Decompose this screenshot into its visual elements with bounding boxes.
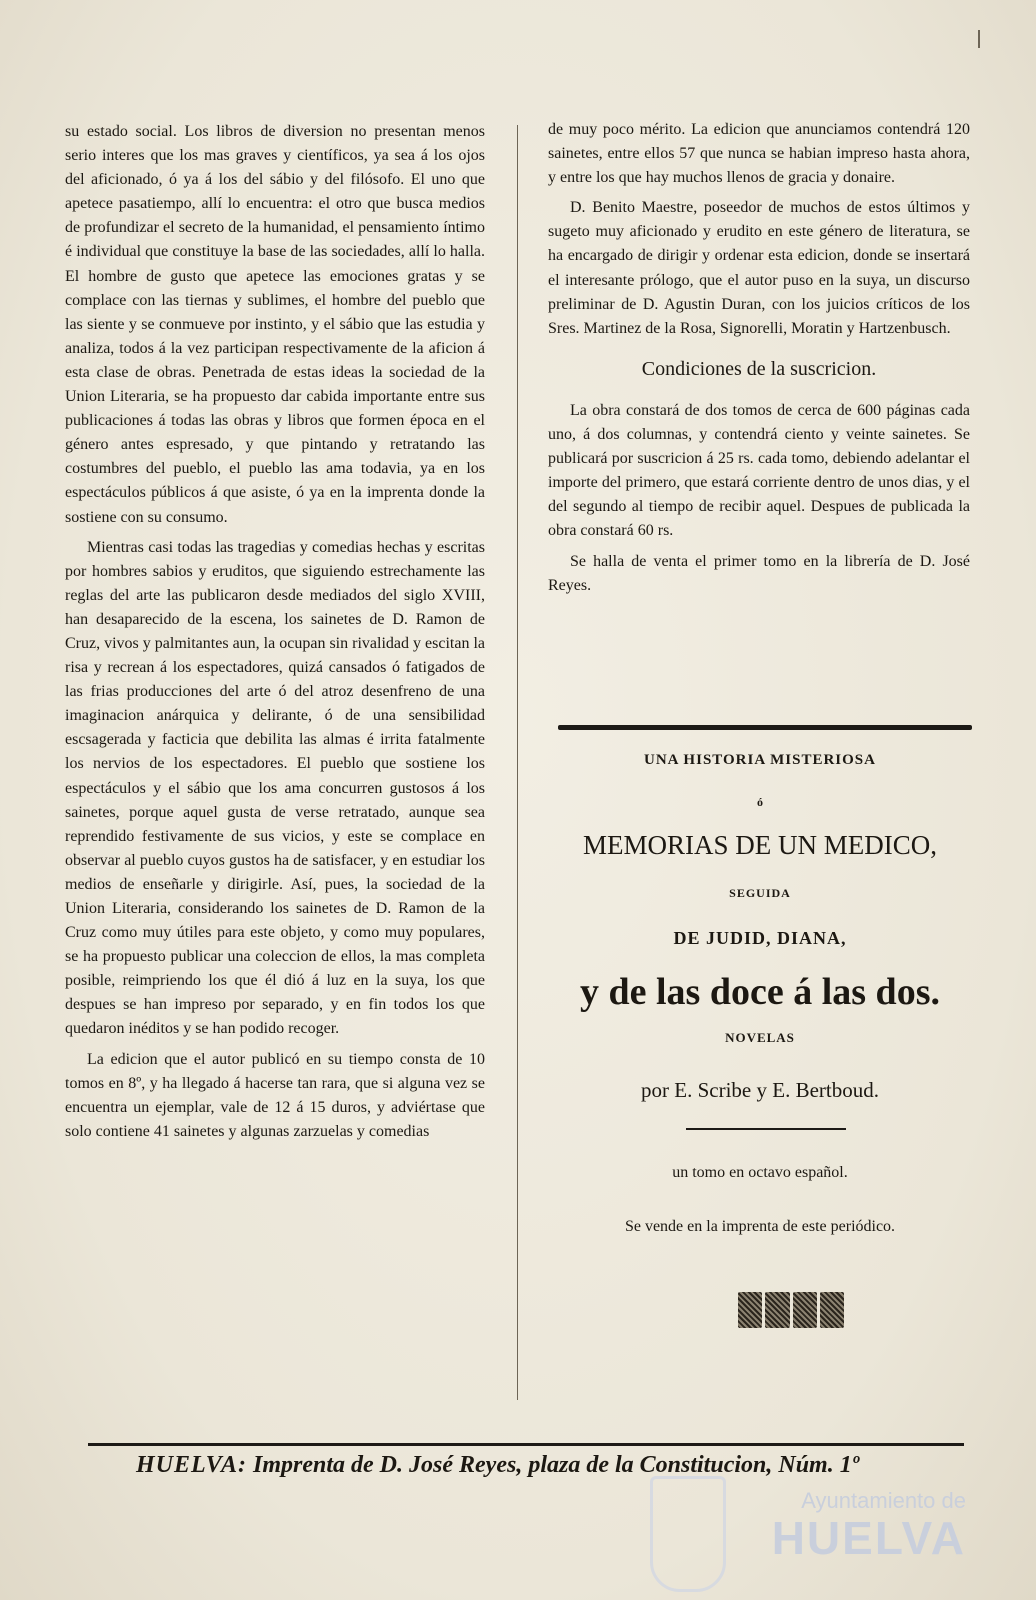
left-paragraph-2: Mientras casi todas las tragedias y comedias hechas y escritas por hombres sabios y eruditos, que siguiendo estrechamente las reglas del arte las publicaron desde mediados del siglo XVIII, han desaparecido de la escena, los sainetes de D. Ramon de Cruz, vivos y palmitantes aun, la ocupan sin rivalidad y escitan la risa y recrean á los espectadores, quizá cansados ó fatigados de las frias producciones del arte ó del atroz desenfreno de una imaginacion anárquica y delirante, ó de una sensibilidad escsagerada y facticia que debilita las almas é irrita fatalmente los nervios de los espectadores. El pueblo que sostiene los espectáculos y el sábio que los ama concurren gustosos á los sainetes, porque aquel gusta de verse retratado, aunque sea reprendido festivamente de sus vicios, y este se complace en observar al pueblo cuyos gustos ha de satisfacer, y en estudiar los medios de enseñarle y dirigirle. Así, pues, la sociedad de la Union Literaria, considerando los sainetes de D. Ramon de la Cruz como muy útiles para este objeto, y como muy populares, se ha propuesto publicar una coleccion de ellos, la mas completa posible, reimpriendo los que él dió á luz en la suya, los que despues se han impreso por separado, y en fin todos los que quedaron inéditos y se han podido recoger. xyxy=(65,538,485,1038)
watermark-top: Ayuntamiento de xyxy=(801,1488,966,1513)
left-column xyxy=(65,120,485,1144)
subscription-heading: Condiciones de la suscricion. xyxy=(641,357,877,380)
ornament-icon xyxy=(738,1292,844,1328)
imprint-city: HUELVA: xyxy=(136,1452,248,1478)
advert-sale: Se vende en la imprenta de este periódico. xyxy=(624,1218,896,1235)
right-paragraph-4: Se halla de venta el primer tomo en la librería de D. José Reyes. xyxy=(548,552,970,594)
advert-line-3: DE JUDID, DIANA, xyxy=(673,928,847,948)
advert-authors: por E. Scribe y E. Bertboud. xyxy=(641,1078,879,1102)
archive-watermark xyxy=(666,1488,966,1562)
watermark-bottom: HUELVA xyxy=(771,1512,966,1564)
left-paragraph-1: su estado social. Los libros de diversion no presentan menos serio interes que los mas graves y científicos, ya sea á los ojos del aficionado, ó ya á los del sábio y del filósofo. El uno que apetece pasatiempo, allí lo encuentra: el otro que busca medios de profundizar el secreto de la humanidad, el pensamiento íntimo é individual que constituye la base de las sociedades, allí lo halla. El hombre de gusto que apetece las emociones gratas y se complace con las tiernas y sublimes, el hombre del pueblo que las siente y se conmueve por instinto, y el sábio que las estudia y analiza, todos á la vez participan respectivamente de la aficion á esta clase de obras. Penetrada de estas ideas la sociedad de la Union Literaria, se ha propuesto dar cabida importante entre sus publicaciones á todas las obras y libros que formen época en el género antes espresado, y que pintando y retratando las costumbres del pueblo, el pueblo las ama todavia, ya en los espectáculos públicos á que asiste, ó ya en la imprenta donde la sostiene con su consumo. xyxy=(65,123,485,526)
right-paragraph-3: La obra constará de dos tomos de cerca de 600 páginas cada uno, á dos columnas, y contendrá ciento y veinte sainetes. Se publicará por suscricion á 25 rs. cada tomo, debiendo adelantar el importe del primero, que estará corriente dentro de unos dias, y el del segundo al tiempo de recibir aquel. Despues de publicada la obra constará 60 rs. xyxy=(548,401,970,540)
left-paragraph-3: La edicion que el autor publicó en su tiempo consta de 10 tomos en 8º, y ha llegado á hacerse tan rara, que si alguna vez se encuentra un ejemplar, vale de 12 á 15 duros, y adviértase que solo contiene 41 sainetes y algunas zarzuelas y comedias xyxy=(65,1050,485,1140)
advert-volume: un tomo en octavo español. xyxy=(672,1164,848,1181)
imprint-rule xyxy=(88,1443,964,1446)
column-divider xyxy=(517,125,518,1400)
advert-o: ó xyxy=(757,795,763,809)
right-paragraph-2: D. Benito Maestre, poseedor de muchos de estos últimos y sugeto muy aficionado y erudito en este género de literatura, se ha encargado de dirigir y ordenar esta edicion, donde se insertará el interesante prólogo, que el autor puso en la suya, un discurso preliminar de D. Agustin Duran, con los juicios críticos de los Sres. Martinez de la Rosa, Signorelli, Moratin y Hartzenbusch. xyxy=(548,199,970,337)
advert-line-4: y de las doce á las dos. xyxy=(580,971,940,1013)
imprint-text: Imprenta de D. José Reyes, plaza de la Constitucion, Núm. 1º xyxy=(253,1452,859,1478)
page-mark xyxy=(978,30,980,48)
advert-line-1: UNA HISTORIA MISTERIOSA xyxy=(644,752,876,768)
advert-seguida: SEGUIDA xyxy=(729,886,791,900)
advert-title: MEMORIAS DE UN MEDICO, xyxy=(582,830,937,860)
advert-rule xyxy=(686,1128,846,1130)
right-column xyxy=(548,118,970,598)
advert-novelas: NOVELAS xyxy=(725,1030,795,1045)
right-paragraph-1: de muy poco mérito. La edicion que anunciamos contendrá 120 sainetes, entre ellos 57 que nunca se habian impreso hasta ahora, y entre los que hay muchos llenos de gracia y donaire. xyxy=(548,121,970,187)
section-divider xyxy=(558,725,972,730)
imprint-line xyxy=(136,1452,956,1479)
